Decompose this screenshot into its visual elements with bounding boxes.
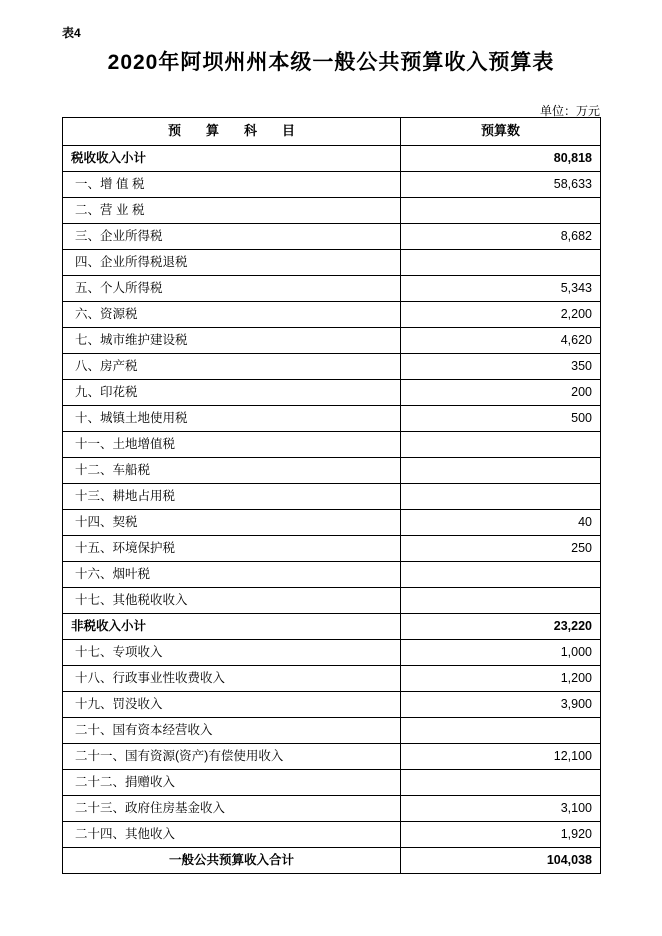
table-row xyxy=(63,510,601,536)
row-subject: 二十、国有资本经营收入 xyxy=(63,718,401,744)
row-amount: 3,100 xyxy=(401,796,601,822)
table-row xyxy=(63,692,601,718)
row-amount: 250 xyxy=(401,536,601,562)
row-amount: 1,000 xyxy=(401,640,601,666)
row-subject: 一、增 值 税 xyxy=(63,172,401,198)
table-row xyxy=(63,614,601,640)
row-amount: 1,920 xyxy=(401,822,601,848)
row-subject: 七、城市维护建设税 xyxy=(63,328,401,354)
row-amount: 5,343 xyxy=(401,276,601,302)
row-subject: 十九、罚没收入 xyxy=(63,692,401,718)
column-header-subject: 预 算 科 目 xyxy=(63,118,401,146)
table-row xyxy=(63,484,601,510)
sheet-label: 表4 xyxy=(62,26,81,40)
table-row xyxy=(63,666,601,692)
row-amount xyxy=(401,484,601,510)
row-subject: 三、企业所得税 xyxy=(63,224,401,250)
row-amount: 350 xyxy=(401,354,601,380)
total-label: 一般公共预算收入合计 xyxy=(63,848,401,874)
table-footer xyxy=(63,848,601,874)
row-amount xyxy=(401,198,601,224)
row-subject: 税收收入小计 xyxy=(63,146,401,172)
row-subject: 十、城镇土地使用税 xyxy=(63,406,401,432)
table-body xyxy=(63,146,601,848)
table-header xyxy=(63,118,601,146)
row-subject: 十六、烟叶税 xyxy=(63,562,401,588)
row-amount xyxy=(401,770,601,796)
row-amount: 4,620 xyxy=(401,328,601,354)
budget-table xyxy=(62,117,601,874)
page-title: 2020年阿坝州州本级一般公共预算收入预算表 xyxy=(107,51,555,74)
table-total-row xyxy=(63,848,601,874)
unit-note: 单位：万元 xyxy=(539,104,600,118)
table-row xyxy=(63,770,601,796)
row-subject: 十七、其他税收收入 xyxy=(63,588,401,614)
row-subject: 十一、土地增值税 xyxy=(63,432,401,458)
table-row xyxy=(63,198,601,224)
row-amount xyxy=(401,718,601,744)
total-amount: 104,038 xyxy=(401,848,601,874)
table-row xyxy=(63,146,601,172)
row-amount: 2,200 xyxy=(401,302,601,328)
row-amount: 12,100 xyxy=(401,744,601,770)
row-amount: 58,633 xyxy=(401,172,601,198)
row-subject: 二十三、政府住房基金收入 xyxy=(63,796,401,822)
table-row xyxy=(63,380,601,406)
row-amount: 1,200 xyxy=(401,666,601,692)
table-row xyxy=(63,302,601,328)
row-amount xyxy=(401,432,601,458)
table-row xyxy=(63,744,601,770)
row-subject: 二十四、其他收入 xyxy=(63,822,401,848)
row-subject: 四、企业所得税退税 xyxy=(63,250,401,276)
table-row xyxy=(63,354,601,380)
row-subject: 十三、耕地占用税 xyxy=(63,484,401,510)
row-amount: 23,220 xyxy=(401,614,601,640)
row-amount xyxy=(401,458,601,484)
row-subject: 二、营 业 税 xyxy=(63,198,401,224)
row-subject: 五、个人所得税 xyxy=(63,276,401,302)
table-row xyxy=(63,432,601,458)
row-subject: 八、房产税 xyxy=(63,354,401,380)
table-row xyxy=(63,250,601,276)
table-row xyxy=(63,224,601,250)
row-subject: 十四、契税 xyxy=(63,510,401,536)
row-amount: 200 xyxy=(401,380,601,406)
table-row xyxy=(63,458,601,484)
row-subject: 二十二、捐赠收入 xyxy=(63,770,401,796)
row-amount: 80,818 xyxy=(401,146,601,172)
column-header-amount: 预算数 xyxy=(401,118,601,146)
row-subject: 十二、车船税 xyxy=(63,458,401,484)
row-amount xyxy=(401,562,601,588)
table-row xyxy=(63,640,601,666)
row-amount xyxy=(401,588,601,614)
row-subject: 十五、环境保护税 xyxy=(63,536,401,562)
row-subject: 二十一、国有资源(资产)有偿使用收入 xyxy=(63,744,401,770)
row-subject: 十七、专项收入 xyxy=(63,640,401,666)
row-subject: 非税收入小计 xyxy=(63,614,401,640)
table-row xyxy=(63,172,601,198)
table-row xyxy=(63,718,601,744)
table-header-row xyxy=(63,118,601,146)
row-amount: 40 xyxy=(401,510,601,536)
table-row xyxy=(63,796,601,822)
table-row xyxy=(63,276,601,302)
table-row xyxy=(63,822,601,848)
table-row xyxy=(63,588,601,614)
row-subject: 九、印花税 xyxy=(63,380,401,406)
table-row xyxy=(63,406,601,432)
table-row xyxy=(63,562,601,588)
row-amount xyxy=(401,250,601,276)
row-amount: 500 xyxy=(401,406,601,432)
row-subject: 十八、行政事业性收费收入 xyxy=(63,666,401,692)
row-amount: 8,682 xyxy=(401,224,601,250)
row-subject: 六、资源税 xyxy=(63,302,401,328)
table-row xyxy=(63,328,601,354)
table-row xyxy=(63,536,601,562)
row-amount: 3,900 xyxy=(401,692,601,718)
